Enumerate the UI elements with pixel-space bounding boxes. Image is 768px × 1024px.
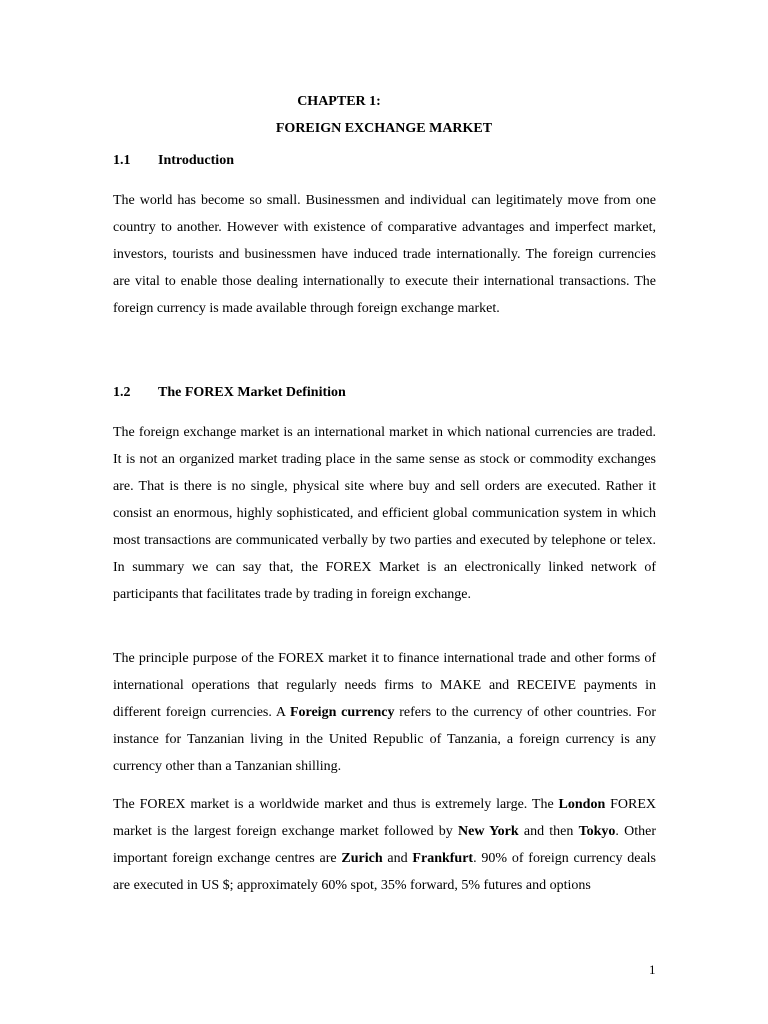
paragraph bbox=[113, 419, 656, 608]
text-run: and then bbox=[518, 824, 579, 839]
section-title: The FOREX Market Definition bbox=[158, 385, 346, 400]
emphasis-term: Frankfurt bbox=[412, 851, 474, 866]
text-run: The world has become so small. Businessmen and individual can legitimately move from one country to another. However with existence of comparative advantages and imperfect market, investors, tourists and businessmen have induced trade internationally. The foreign currencies are vital to enable those dealing internationally to execute their international transactions. The foreign currency is made available through foreign exchange market. bbox=[113, 193, 656, 316]
text-run: . 90% of foreign currency deals are executed in US $; approximately 60% spot, 35% forward, 5% futures and options bbox=[113, 851, 657, 893]
page-number: 1 bbox=[649, 962, 656, 977]
paragraph bbox=[113, 645, 656, 780]
text-run: The principle purpose of the FOREX market it to finance international trade and other forms of international operations that regularly needs firms to MAKE and RECEIVE payments in different foreign currencies. A bbox=[113, 651, 656, 720]
chapter-title: FOREIGN EXCHANGE MARKET bbox=[275, 121, 493, 136]
emphasis-term: New York bbox=[458, 824, 519, 839]
section-heading-forex-definition bbox=[113, 385, 346, 401]
text-run: The FOREX market is a worldwide market and thus is extremely large. The bbox=[113, 797, 559, 812]
section-number: 1.1 bbox=[113, 153, 131, 168]
emphasis-term: Zurich bbox=[341, 851, 383, 866]
section-heading-introduction bbox=[113, 153, 234, 169]
emphasis-term: London bbox=[558, 797, 606, 812]
chapter-label: CHAPTER 1: bbox=[297, 94, 381, 109]
text-run: The foreign exchange market is an international market in which national currencies are traded. It is not an organized market trading place in the same sense as stock or commodity exchanges are. That is there is no single, physical site where buy and sell orders are executed. Rather it consist an enormous, highly sophisticated, and efficient global communication system in which most transactions are communicated verbally by two parties and executed by telephone or telex. In summary we can say that, the FOREX Market is an electronically linked network of participants that facilitates trade by trading in foreign exchange. bbox=[113, 425, 656, 602]
section-number: 1.2 bbox=[113, 385, 131, 400]
emphasis-term: Foreign currency bbox=[289, 705, 395, 720]
text-run: refers to the currency of other countries. For instance for Tanzanian living in the United Republic of Tanzania, a foreign currency is any currency other than a Tanzanian shilling. bbox=[113, 705, 657, 774]
paragraph bbox=[113, 187, 656, 322]
emphasis-term: Tokyo bbox=[578, 824, 616, 839]
text-run: and bbox=[382, 851, 413, 866]
paragraph bbox=[113, 791, 656, 899]
text-run: FOREX market is the largest foreign exchange market followed by bbox=[113, 797, 656, 839]
section-title: Introduction bbox=[158, 153, 234, 168]
text-run: . Other important foreign exchange centres are bbox=[113, 824, 656, 866]
